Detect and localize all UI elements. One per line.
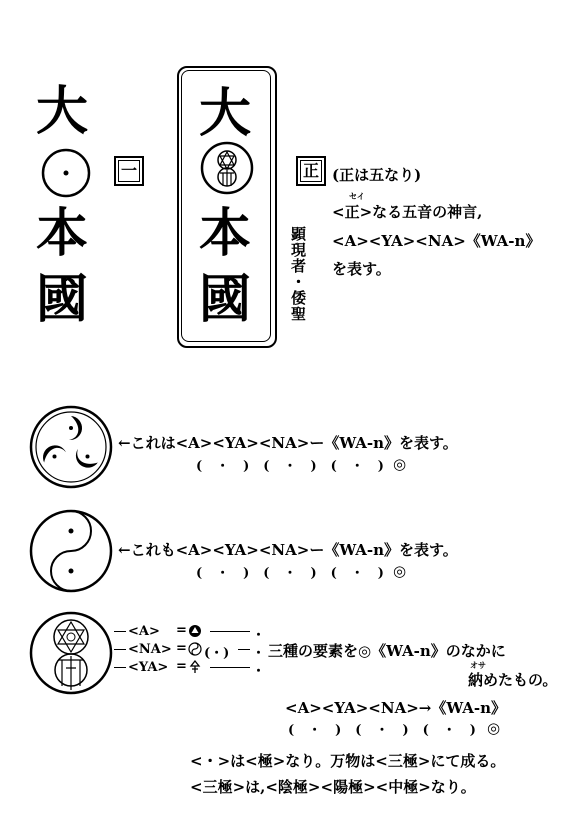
leader-ya-right [210, 667, 250, 668]
leader-na-right [238, 649, 250, 650]
eq-ya: = [176, 659, 187, 674]
dot-na: ・ [252, 646, 266, 661]
ya-mini-icon [188, 660, 202, 674]
leader-na-left [114, 649, 126, 650]
box-ichi [114, 156, 144, 186]
sei-note: (正は五なり) [332, 166, 422, 184]
formula-mark: ◎ [487, 719, 501, 737]
eq-na: = [176, 641, 187, 656]
eq-a: = [176, 623, 187, 638]
na-mid: (・) [204, 646, 230, 661]
box-sei-char: 正 [300, 160, 322, 182]
row3-ruby: オサ [470, 660, 486, 670]
left-char-koku: 國 [36, 269, 89, 330]
five-sound-line: <正>なる五音の神言, [332, 203, 483, 221]
row3-text2: 納めたもの。 [468, 671, 558, 689]
row1-text: ←これは<A><YA><NA>ー《WA-n》を表す。 [118, 434, 458, 452]
dot-a: ・ [252, 628, 266, 643]
sacred-symbol [199, 140, 255, 196]
formula-line: <A><YA><NA>→《WA-n》 [285, 699, 507, 717]
left-char-hon: 本 [36, 203, 89, 264]
sei-ruby: セイ [349, 191, 365, 201]
box-ichi-char: 一 [118, 160, 140, 182]
mitsudomoe-symbol [28, 404, 114, 490]
leader-a-right [210, 631, 250, 632]
dot-circle-symbol [39, 146, 93, 200]
formula-sub: (・)(・)(・) [288, 723, 490, 738]
frame-char-koku: 國 [199, 269, 252, 330]
na-mini-icon [188, 642, 202, 656]
dot-ya: ・ [252, 664, 266, 679]
leader-a-left [114, 631, 126, 632]
vertical-caption: 顕現者・倭聖 [289, 226, 307, 322]
label-a: <A> [128, 624, 160, 639]
taiji-symbol [28, 508, 114, 594]
row1-mark: ◎ [393, 455, 407, 473]
label-ya: <YA> [128, 660, 169, 675]
row1-sub: (・)(・)(・) [196, 459, 398, 474]
bottom-line1: <・>は<極>なり。万物は<三極>にて成る。 [190, 752, 506, 770]
row2-text: ←これも<A><YA><NA>ー《WA-n》を表す。 [118, 541, 458, 559]
row2-mark: ◎ [393, 562, 407, 580]
row2-sub: (・)(・)(・) [196, 566, 398, 581]
represents-line: を表す。 [332, 260, 391, 278]
leader-ya-left [114, 667, 126, 668]
row3-text1: 三種の要素を◎《WA-n》のなかに [268, 642, 506, 660]
frame-char-hon: 本 [199, 203, 252, 264]
label-na: <NA> [128, 642, 172, 657]
left-char-dai: 大 [36, 81, 89, 142]
combined-symbol [28, 610, 114, 696]
frame-char-dai: 大 [199, 83, 252, 144]
sound-list-line: <A><YA><NA>《WA-n》 [332, 232, 541, 250]
box-sei [296, 156, 326, 186]
bottom-line2: <三極>は,<陰極><陽極><中極>なり。 [190, 778, 476, 796]
a-mini-icon [188, 624, 202, 638]
